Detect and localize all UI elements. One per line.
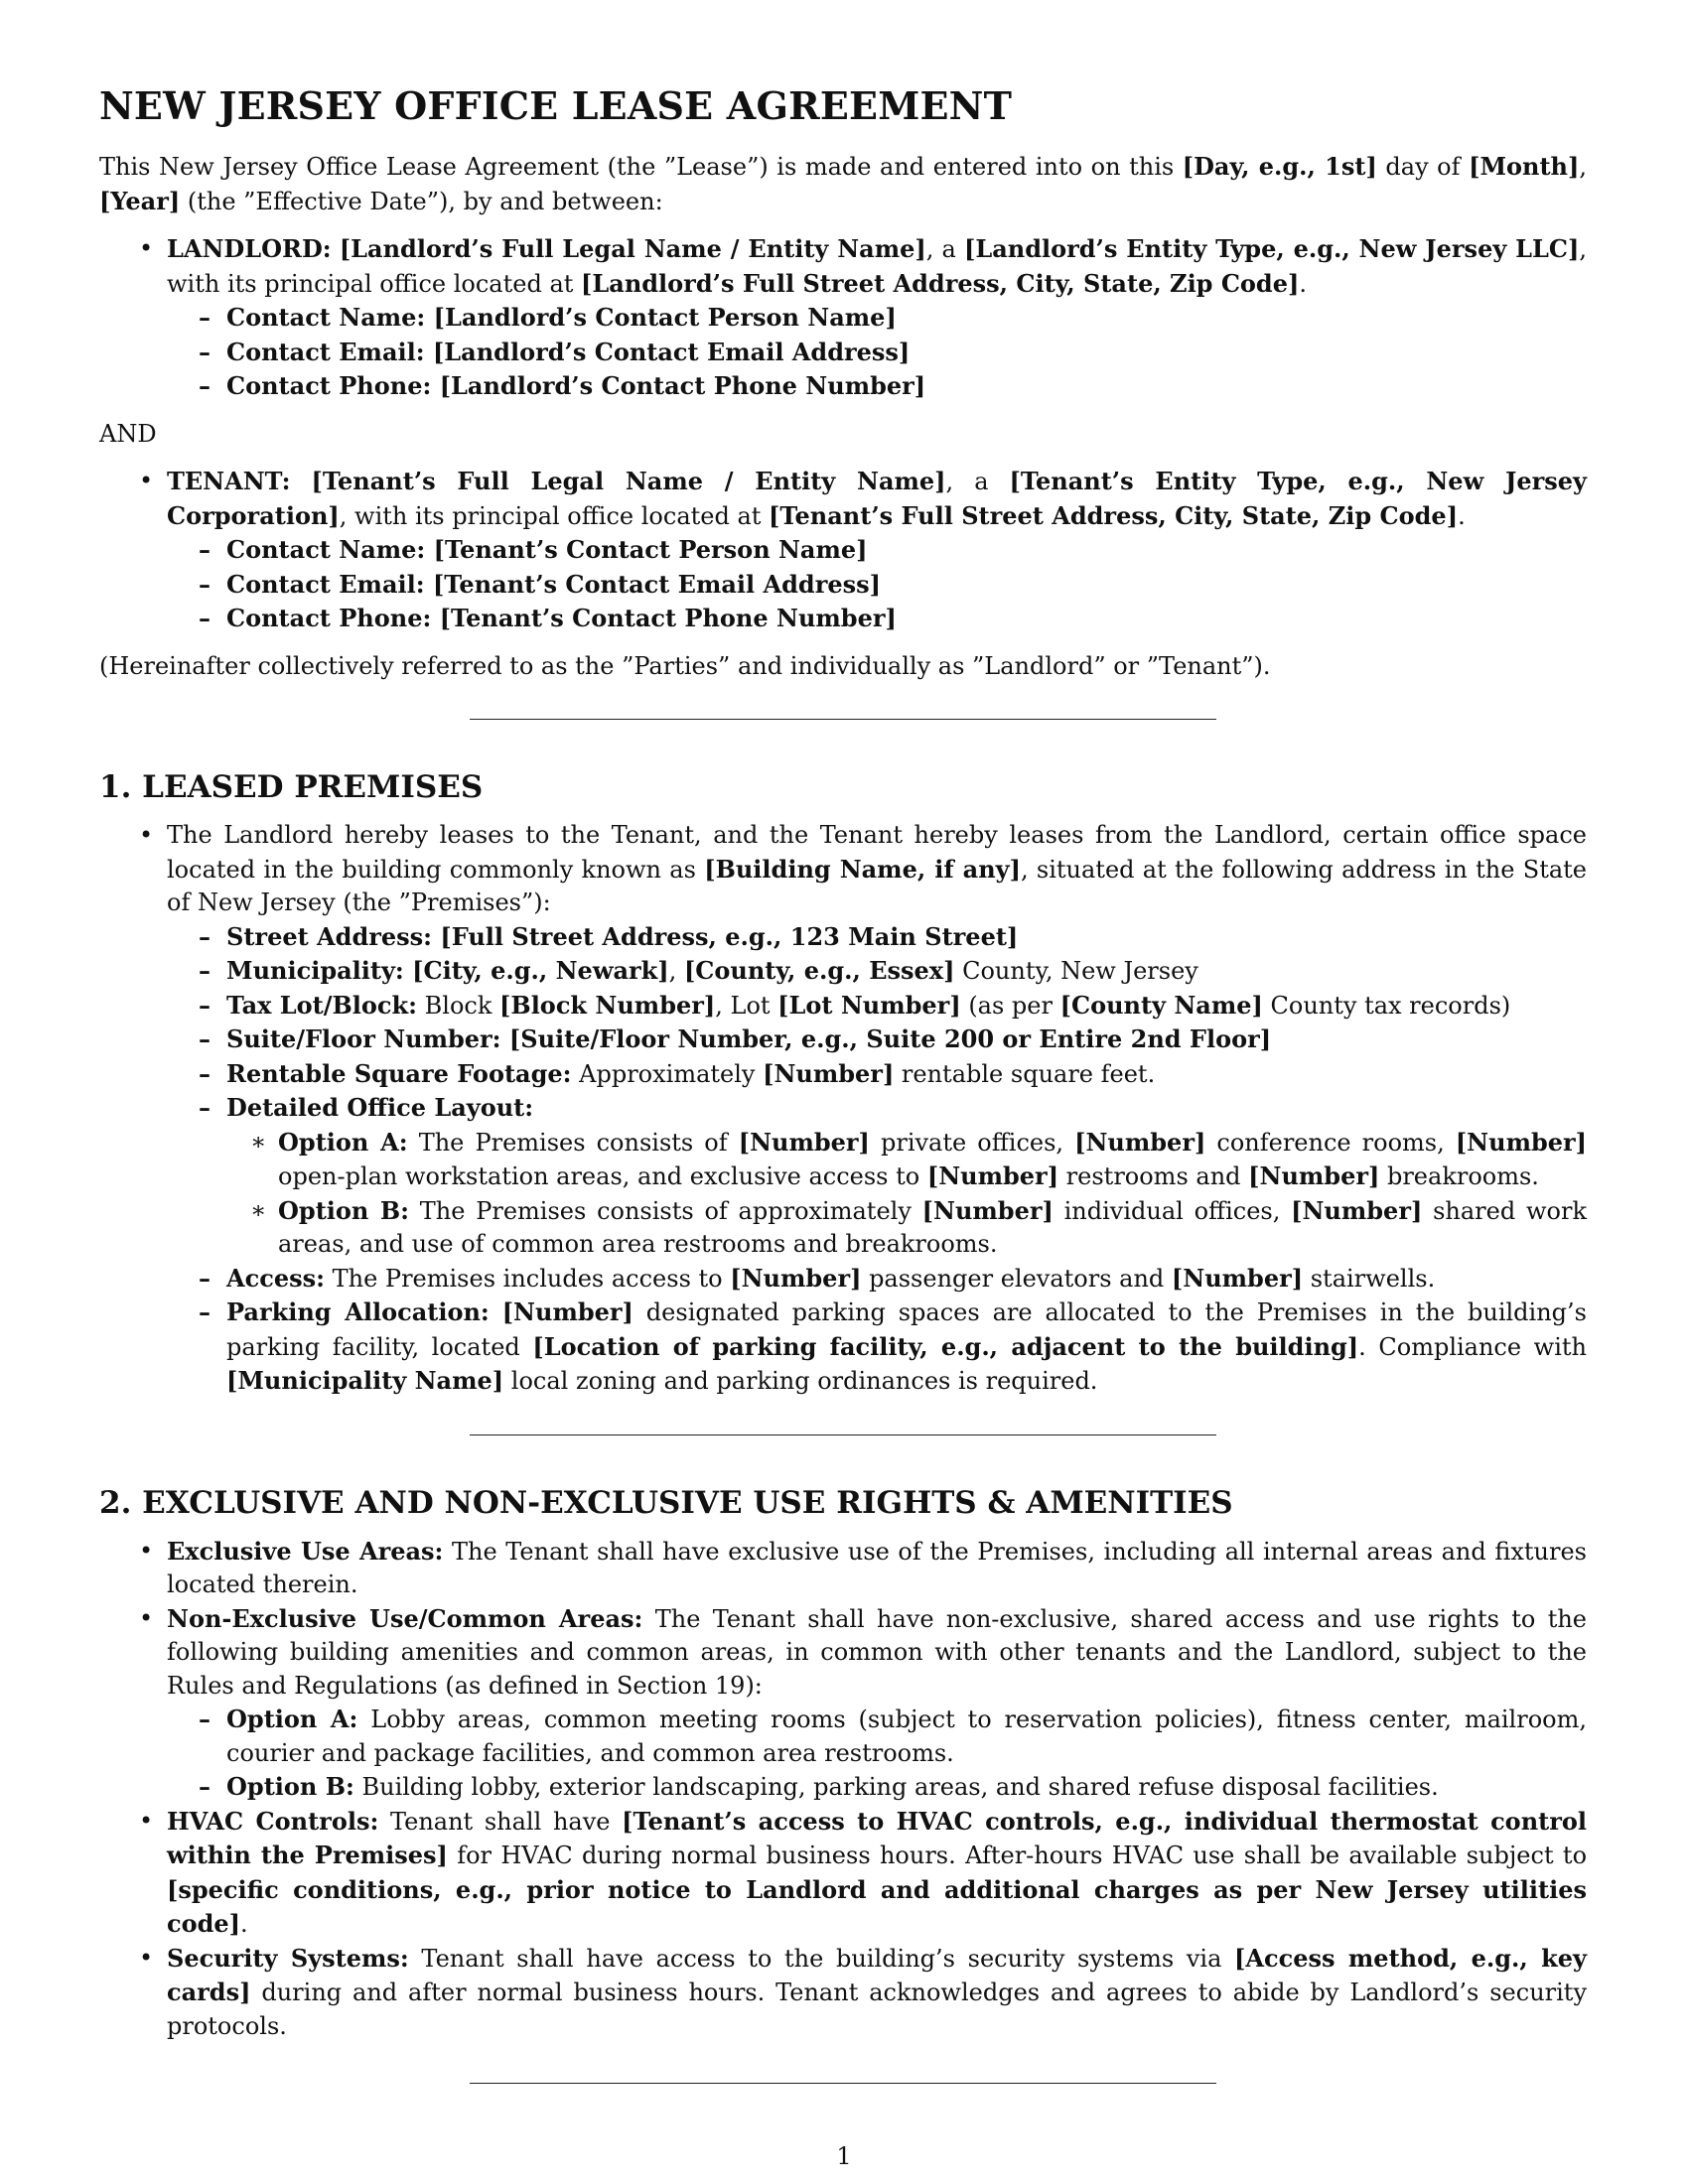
municipality-item: – Municipality: [City, e.g., Newark], [County, e.g., Essex] County, New Jersey <box>167 954 1587 989</box>
page-number: 1 <box>836 2142 852 2170</box>
tax-lot-block-item: – Tax Lot/Block: Block [Block Number], Lot [Lot Number] (as per [County Name] County tax records) <box>167 989 1587 1024</box>
square-footage-item: – Rentable Square Footage: Approximately [Number] rentable square feet. <box>167 1057 1587 1092</box>
landlord-list <box>99 232 1587 404</box>
tenant-list <box>99 465 1587 636</box>
landlord-contacts <box>167 301 1587 404</box>
exclusive-use-item: • Exclusive Use Areas: The Tenant shall have exclusive use of the Premises, including all internal areas and fixtures located therein. <box>99 1535 1587 1602</box>
section-1-list <box>99 819 1587 1399</box>
section-divider <box>470 2083 1216 2084</box>
tenant-contact-phone: – Contact Phone: [Tenant’s Contact Phone Number] <box>167 602 1587 636</box>
section-1-heading: 1. LEASED PREMISES <box>99 769 484 805</box>
landlord-contact-name: – Contact Name: [Landlord’s Contact Person Name] <box>167 301 1587 336</box>
landlord-contact-phone: – Contact Phone: [Landlord’s Contact Phone Number] <box>167 369 1587 404</box>
non-exclusive-use-item: • Non-Exclusive Use/Common Areas: The Tenant shall have non-exclusive, shared access and use rights to the following building amenities and common areas, in common with other tenants and the Landlord, subject to the Rules and Regulations (as defined in Section 19): – Option A: Lobby areas, common meeting rooms (subject to reservation policies), fitness center, mailroom, courier and package facilities, and common area restrooms. – Option B: Building lobby, exterior landscaping, parking areas, and shared refuse disposal facilities. <box>99 1602 1587 1805</box>
hvac-controls-item: • HVAC Controls: Tenant shall have [Tenant’s access to HVAC controls, e.g., individual thermostat control within the Premises] for HVAC during normal business hours. After-hours HVAC use shall be available subject to [specific conditions, e.g., prior notice to Landlord and additional charges as per New Jersey utilities code]. <box>99 1805 1587 1942</box>
common-area-option-b: – Option B: Building lobby, exterior landscaping, parking areas, and shared refuse disposal facilities. <box>167 1770 1587 1805</box>
day-placeholder: [Day, e.g., 1st] <box>1182 152 1377 181</box>
section-divider <box>470 1434 1216 1435</box>
layout-options <box>226 1126 1587 1262</box>
layout-option-a: ∗ Option A: The Premises consists of [Number] private offices, [Number] conference rooms, [Number] open-plan workstation areas, and exclusive access to [Number] restrooms and [Number] breakrooms. <box>226 1126 1587 1194</box>
intro-paragraph: This New Jersey Office Lease Agreement (the ”Lease”) is made and entered into on this [Day, e.g., 1st] day of [Month], [Year] (the ”Effective Date”), by and between: <box>99 152 1588 215</box>
hereinafter-paragraph: (Hereinafter collectively referred to as the ”Parties” and individually as ”Landlord” or ”Tenant”). <box>99 651 1271 680</box>
section-divider <box>470 719 1216 720</box>
security-systems-item: • Security Systems: Tenant shall have access to the building’s security systems via [Access method, e.g., key cards] during and after normal business hours. Tenant acknowledges and agrees to abide by Landlord’s security protocols. <box>99 1942 1587 2044</box>
tenant-contact-name: – Contact Name: [Tenant’s Contact Person Name] <box>167 533 1587 568</box>
and-separator: AND <box>99 419 157 448</box>
document-title: NEW JERSEY OFFICE LEASE AGREEMENT <box>99 83 1013 128</box>
suite-floor-item: – Suite/Floor Number: [Suite/Floor Number, e.g., Suite 200 or Entire 2nd Floor] <box>167 1023 1587 1057</box>
month-placeholder: [Month] <box>1469 152 1580 181</box>
common-area-option-a: – Option A: Lobby areas, common meeting rooms (subject to reservation policies), fitness center, mailroom, courier and package facilities, and common area restrooms. <box>167 1703 1587 1770</box>
office-layout-item: – Detailed Office Layout: ∗ Option A: The Premises consists of [Number] private offices, [Number] conference rooms, [Number] open-plan workstation areas, and exclusive access to [Number] restrooms and [Number] breakrooms. ∗ Option B: The Premises consists of approximately [Number] individual offices, [Number] shared work areas, and use of common area restrooms and breakrooms. <box>167 1091 1587 1262</box>
tenant-item: • TENANT: [Tenant’s Full Legal Name / Entity Name], a [Tenant’s Entity Type, e.g., New Jersey Corporation], with its principal office located at [Tenant’s Full Street Address, City, State, Zip Code]. – Contact Name: [Tenant’s Contact Person Name] – Contact Email: [Tenant’s Contact Email Address] – Contact Phone: [Tenant’s Contact Phone Number] <box>99 465 1587 636</box>
premises-details <box>167 920 1587 1399</box>
tenant-contact-email: – Contact Email: [Tenant’s Contact Email Address] <box>167 568 1587 603</box>
premises-item: • The Landlord hereby leases to the Tenant, and the Tenant hereby leases from the Landlord, certain office space located in the building commonly known as [Building Name, if any], situated at the following address in the State of New Jersey (the ”Premises”): – Street Address: [Full Street Address, e.g., 123 Main Street] – Municipality: [City, e.g., Newark], [County, e.g., Essex] County, New Jersey – Tax Lot/Block: Block [Block Number], Lot [Lot Number] (as per [County Name] County tax records) – Suite/Floor Number: [Suite/Floor Number, e.g., Suite 200 or Entire 2nd Floor] – Rentable Square Footage: Approximately [Number] rentable square feet. – Detailed Office Layout: ∗ Option A: The Premises consists of [Number] private offices, [Number] conference rooms, [Number] open-plan workstation areas, and exclusive access to [Number] restrooms and [Number] breakrooms. ∗ Option B: The Premises consists of approximately [Number] individual offices, [Number] shared work areas, and use of common area restrooms and breakrooms. – Access: The Premises includes access to [Number] passenger elevators and [Number] stairwells. – Parking Allocation: [Number] designated parking spaces are allocated to the Premises in the building’s parking facility, located [Location of parking facility, e.g., adjacent to the building]. Compliance with [Municipality Name] local zoning and parking ordinances is required. <box>99 819 1587 1399</box>
landlord-item: • LANDLORD: [Landlord’s Full Legal Name / Entity Name], a [Landlord’s Entity Type, e.g., New Jersey LLC], with its principal office located at [Landlord’s Full Street Address, City, State, Zip Code]. – Contact Name: [Landlord’s Contact Person Name] – Contact Email: [Landlord’s Contact Email Address] – Contact Phone: [Landlord’s Contact Phone Number] <box>99 232 1587 404</box>
year-placeholder: [Year] <box>99 186 181 215</box>
access-item: – Access: The Premises includes access to [Number] passenger elevators and [Number] stairwells. <box>167 1262 1587 1297</box>
common-area-options <box>167 1703 1587 1805</box>
section-2-list <box>99 1535 1587 2044</box>
parking-item: – Parking Allocation: [Number] designated parking spaces are allocated to the Premises in the building’s parking facility, located [Location of parking facility, e.g., adjacent to the building]. Compliance with [Municipality Name] local zoning and parking ordinances is required. <box>167 1296 1587 1399</box>
landlord-contact-email: – Contact Email: [Landlord’s Contact Email Address] <box>167 336 1587 370</box>
document-page <box>99 83 1587 2084</box>
tenant-contacts <box>167 533 1587 636</box>
layout-option-b: ∗ Option B: The Premises consists of approximately [Number] individual offices, [Number] shared work areas, and use of common area restrooms and breakrooms. <box>226 1194 1587 1262</box>
street-address-item: – Street Address: [Full Street Address, e.g., 123 Main Street] <box>167 920 1587 955</box>
section-2-heading: 2. EXCLUSIVE AND NON-EXCLUSIVE USE RIGHTS & AMENITIES <box>99 1484 1233 1521</box>
